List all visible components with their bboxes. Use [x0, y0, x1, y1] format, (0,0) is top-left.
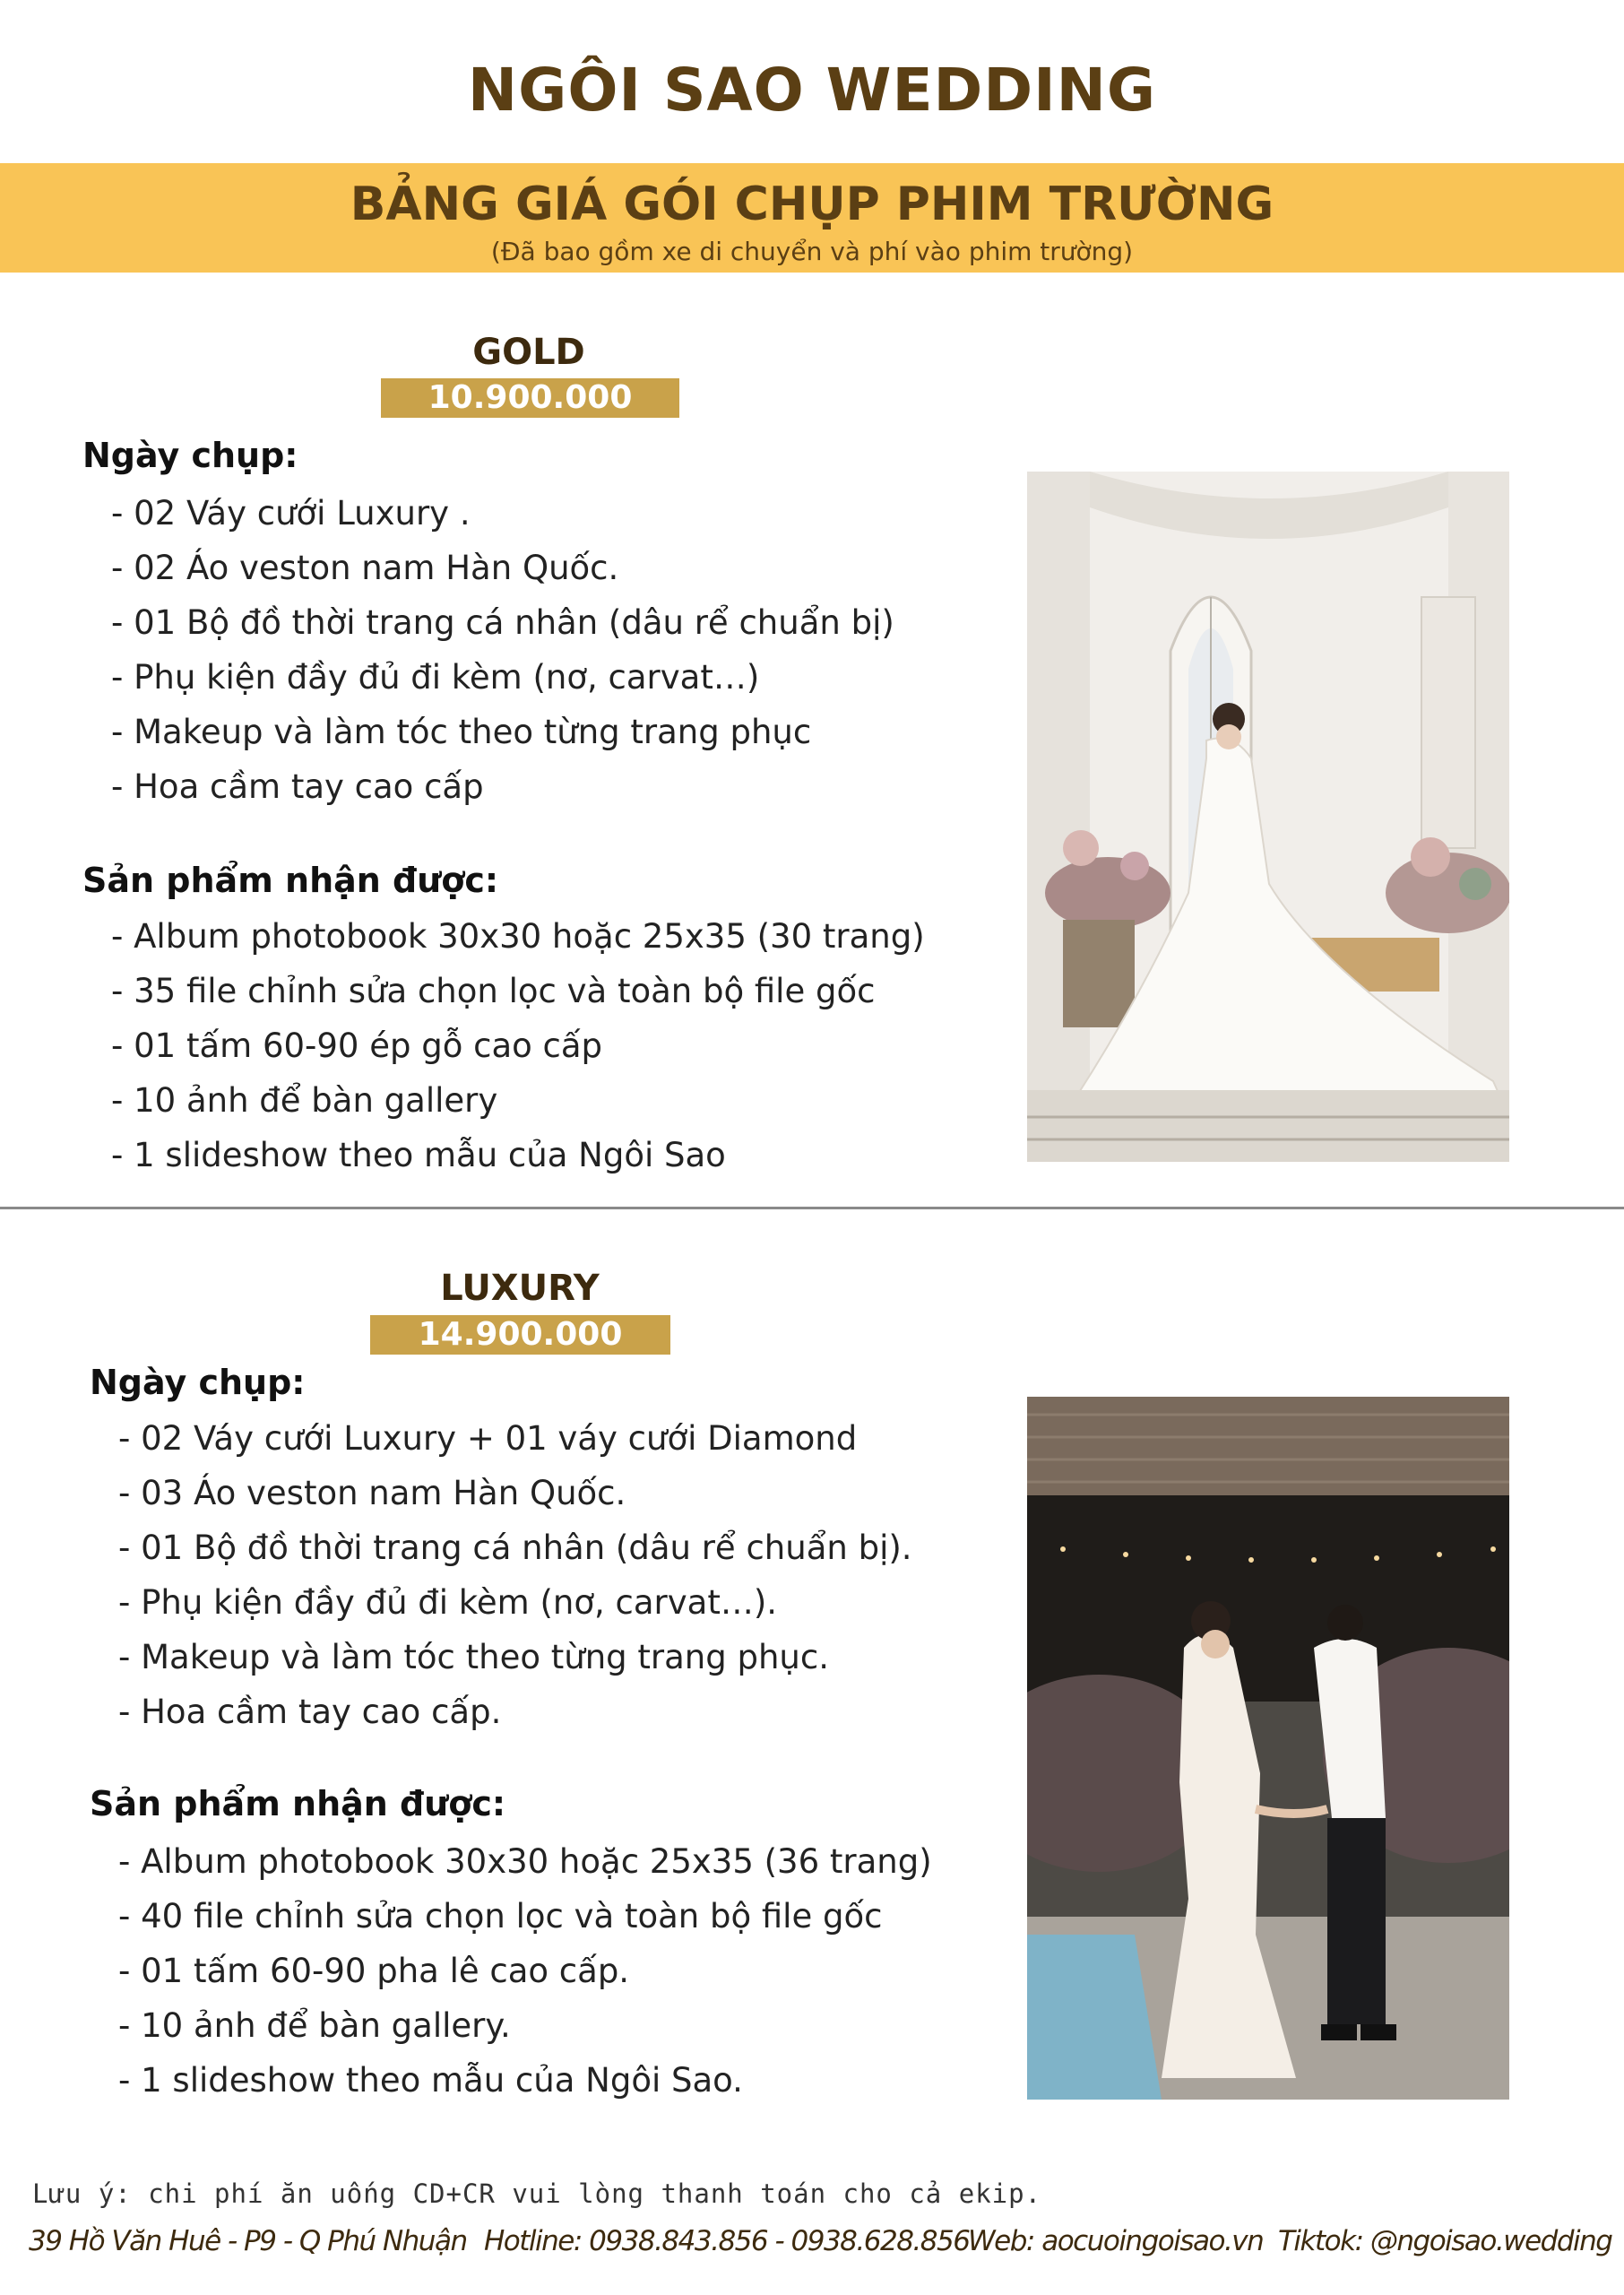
list-item: - 01 tấm 60-90 pha lê cao cấp.	[118, 1952, 630, 1990]
product-heading-luxury: Sản phẩm nhận được:	[90, 1784, 506, 1823]
shoot-heading-gold: Ngày chụp:	[82, 436, 298, 475]
shoot-list-gold	[111, 486, 894, 814]
product-list-luxury	[118, 1834, 932, 2108]
shoot-heading-luxury: Ngày chụp:	[90, 1363, 306, 1402]
package-name-luxury: LUXURY	[440, 1268, 600, 1309]
list-item: - Album photobook 30x30 hoặc 25x35 (30 trang)	[111, 917, 925, 956]
package-name-gold: GOLD	[472, 332, 585, 373]
footer-website[interactable]: Web: aocuoingoisao.vn	[968, 2225, 1264, 2257]
footer-tiktok[interactable]: Tiktok: @ngoisao.wedding	[1278, 2225, 1612, 2257]
list-item: - 03 Áo veston nam Hàn Quốc.	[118, 1474, 626, 1512]
section-divider	[0, 1207, 1624, 1209]
list-item: - 10 ảnh để bàn gallery.	[118, 2006, 511, 2045]
list-item: - 1 slideshow theo mẫu của Ngôi Sao	[111, 1136, 726, 1174]
list-item: - 10 ảnh để bàn gallery	[111, 1081, 498, 1120]
package-price-gold: 10.900.000	[381, 378, 679, 418]
list-item: - Hoa cầm tay cao cấp.	[118, 1693, 502, 1731]
price-banner	[0, 163, 1624, 273]
package-price-luxury: 14.900.000	[370, 1315, 670, 1355]
list-item: - 1 slideshow theo mẫu của Ngôi Sao.	[118, 2061, 743, 2100]
shoot-list-luxury	[118, 1411, 912, 1739]
note-text: Lưu ý: chi phí ăn uống CD+CR vui lòng thanh toán cho cả ekip.	[32, 2178, 1042, 2209]
brand-title: NGÔI SAO WEDDING	[467, 56, 1157, 125]
list-item: - 40 file chỉnh sửa chọn lọc và toàn bộ file gốc	[118, 1897, 883, 1936]
list-item: - 01 Bộ đồ thời trang cá nhân (dâu rể chuẩn bị).	[118, 1529, 912, 1567]
gold-bride-photo	[1027, 472, 1509, 1162]
list-item: - Makeup và làm tóc theo từng trang phục.	[118, 1638, 829, 1676]
list-item: - 35 file chỉnh sửa chọn lọc và toàn bộ file gốc	[111, 972, 876, 1010]
luxury-couple-photo	[1027, 1397, 1509, 2100]
list-item: - 02 Váy cưới Luxury .	[111, 494, 471, 533]
footer-hotline[interactable]: Hotline: 0938.843.856 - 0938.628.856	[484, 2225, 970, 2257]
list-item: - Makeup và làm tóc theo từng trang phục	[111, 713, 812, 751]
list-item: - 01 tấm 60-90 ép gỗ cao cấp	[111, 1026, 603, 1065]
footer-contact	[0, 2225, 1624, 2270]
list-item: - 02 Áo veston nam Hàn Quốc.	[111, 549, 619, 587]
list-item: - 02 Váy cưới Luxury + 01 váy cưới Diamond	[118, 1419, 858, 1458]
product-heading-gold: Sản phẩm nhận được:	[82, 861, 499, 900]
list-item: - Phụ kiện đầy đủ đi kèm (nơ, carvat…).	[118, 1583, 778, 1622]
footer-address: 39 Hồ Văn Huê - P9 - Q Phú Nhuận	[29, 2225, 467, 2257]
list-item: - Hoa cầm tay cao cấp	[111, 767, 484, 806]
product-list-gold	[111, 909, 925, 1182]
list-item: - Album photobook 30x30 hoặc 25x35 (36 trang)	[118, 1842, 932, 1881]
list-item: - Phụ kiện đầy đủ đi kèm (nơ, carvat…)	[111, 658, 760, 697]
banner-subtitle: (Đã bao gồm xe di chuyển và phí vào phim trường)	[490, 237, 1134, 266]
list-item: - 01 Bộ đồ thời trang cá nhân (dâu rể chuẩn bị)	[111, 603, 894, 642]
banner-title: BẢNG GIÁ GÓI CHỤP PHIM TRƯỜNG	[350, 178, 1274, 231]
